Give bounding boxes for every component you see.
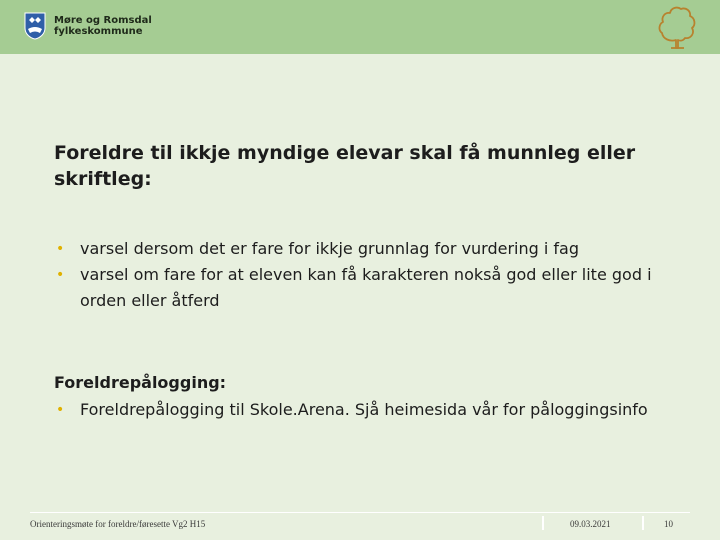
section-heading: Foreldrepålogging: <box>54 373 227 392</box>
footer-caption: Orienteringsmøte for foreldre/føresette Vg2 H15 <box>30 519 206 529</box>
footer-divider <box>30 512 690 513</box>
tree-icon <box>656 4 698 52</box>
header-band <box>0 0 720 54</box>
county-shield-icon <box>24 12 46 40</box>
bullet-list <box>54 236 684 314</box>
org-name-line1: Møre og Romsdal <box>54 15 152 26</box>
bullet-text: varsel om fare for at eleven kan få karakteren nokså god eller lite god i orden eller åtferd <box>80 265 652 310</box>
page-number: 10 <box>664 519 673 529</box>
bullet-text: varsel dersom det er fare for ikkje grunnlag for vurdering i fag <box>80 239 580 258</box>
bullet-marker: • <box>56 402 65 418</box>
footer-separator <box>642 516 644 530</box>
org-name-line2: fylkeskommune <box>54 26 143 37</box>
bullet-list-login <box>54 397 684 423</box>
footer-separator <box>542 516 544 530</box>
bullet-text: Foreldrepålogging til Skole.Arena. Sjå heimesida vår for påloggingsinfo <box>80 400 648 419</box>
org-logo[interactable] <box>24 12 152 40</box>
footer-date: 09.03.2021 <box>570 519 611 529</box>
list-item <box>54 236 684 262</box>
list-item <box>54 397 684 423</box>
bullet-marker: • <box>56 241 65 257</box>
bullet-marker: • <box>56 267 65 283</box>
list-item <box>54 262 684 314</box>
slide-title: Foreldre til ikkje myndige elevar skal få munnleg eller skriftleg: <box>54 142 636 190</box>
